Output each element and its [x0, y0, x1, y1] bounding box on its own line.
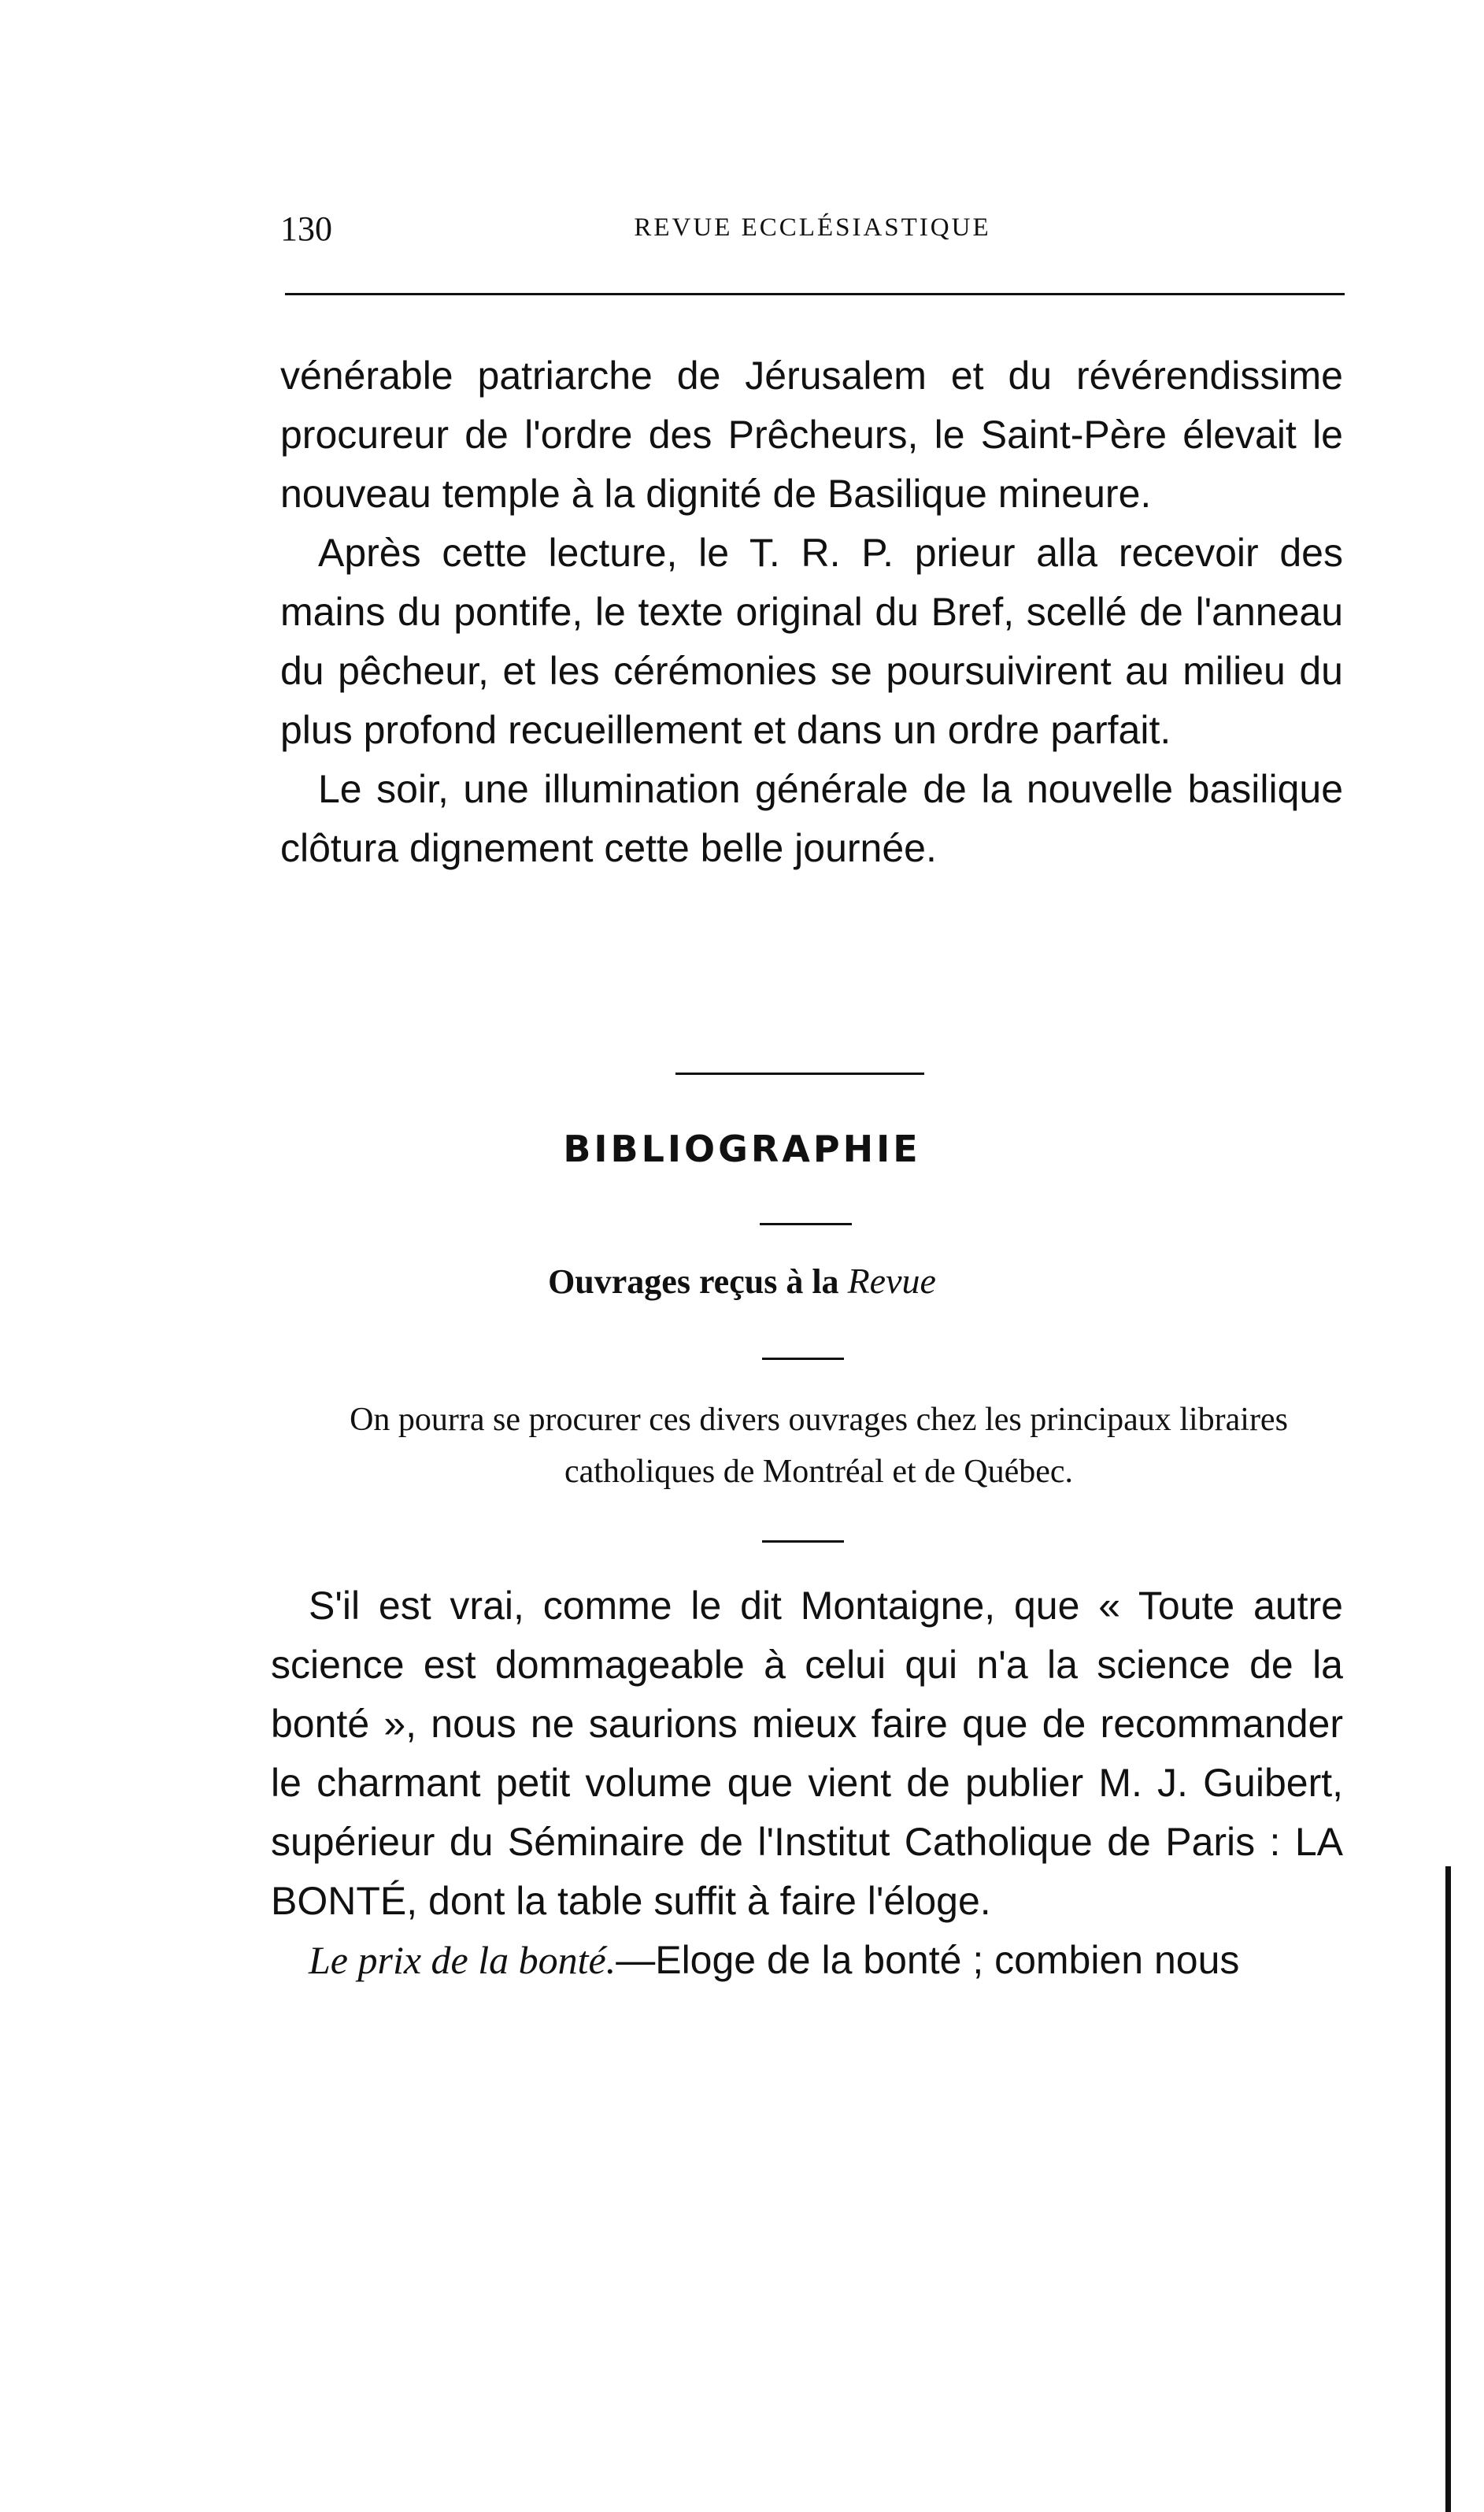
- note-divider: [762, 1540, 844, 1543]
- section-divider: [675, 1073, 924, 1075]
- paragraph-3: Le soir, une illumination générale de la nouvelle basilique clôtura dignement cette belle journée.: [280, 767, 1343, 870]
- bibliography-note: On pourra se procurer ces divers ouvrages chez les principaux libraires catholiques de Montréal et de Québec.: [350, 1402, 1288, 1490]
- subheading-divider: [762, 1358, 844, 1360]
- page-number: 130: [280, 209, 332, 248]
- section-heading: BIBLIOGRAPHIE: [563, 1128, 921, 1170]
- page-header: [280, 209, 1345, 264]
- chapter-title: Le prix de la bonté.: [309, 1938, 616, 1982]
- subheading: [0, 1260, 1484, 1302]
- heading-divider: [760, 1223, 852, 1225]
- bibliography-text: [271, 1576, 1343, 1990]
- scan-edge-mark: [1445, 1866, 1451, 2512]
- header-rule: [285, 293, 1345, 295]
- paragraph-1: vénérable patriarche de Jérusalem et du révérendissime procureur de l'ordre des Prêcheurs, le Saint-Père élevait le nouveau temple à la dignité de Basilique mineure.: [280, 354, 1343, 516]
- paragraph-2: Après cette lecture, le T. R. P. prieur alla recevoir des mains du pontife, le texte original du Bref, scellé de l'anneau du pêcheur, et les cérémonies se poursuivirent au milieu du plus profond recueillement et dans un ordre parfait.: [280, 531, 1343, 752]
- running-title: REVUE ECCLÉSIASTIQUE: [634, 213, 991, 242]
- table-of-contents-line: [271, 1931, 1343, 1990]
- subheading-revue: Revue: [847, 1261, 936, 1301]
- chapter-description: —Eloge de la bonté ; combien nous: [616, 1938, 1240, 1982]
- subheading-prefix: Ouvrages reçus à la: [548, 1262, 848, 1301]
- article-continuation: [280, 346, 1343, 878]
- review-paragraph: S'il est vrai, comme le dit Montaigne, que « Toute autre science est dommageable à celui qui n'a la science de la bonté », nous ne saurions mieux faire que de recommander le charmant petit volume que vient de publier M. J. Guibert, supérieur du Séminaire de l'Institut Catholique de Paris : LA BONTÉ, dont la table suffit à faire l'éloge.: [271, 1584, 1343, 1923]
